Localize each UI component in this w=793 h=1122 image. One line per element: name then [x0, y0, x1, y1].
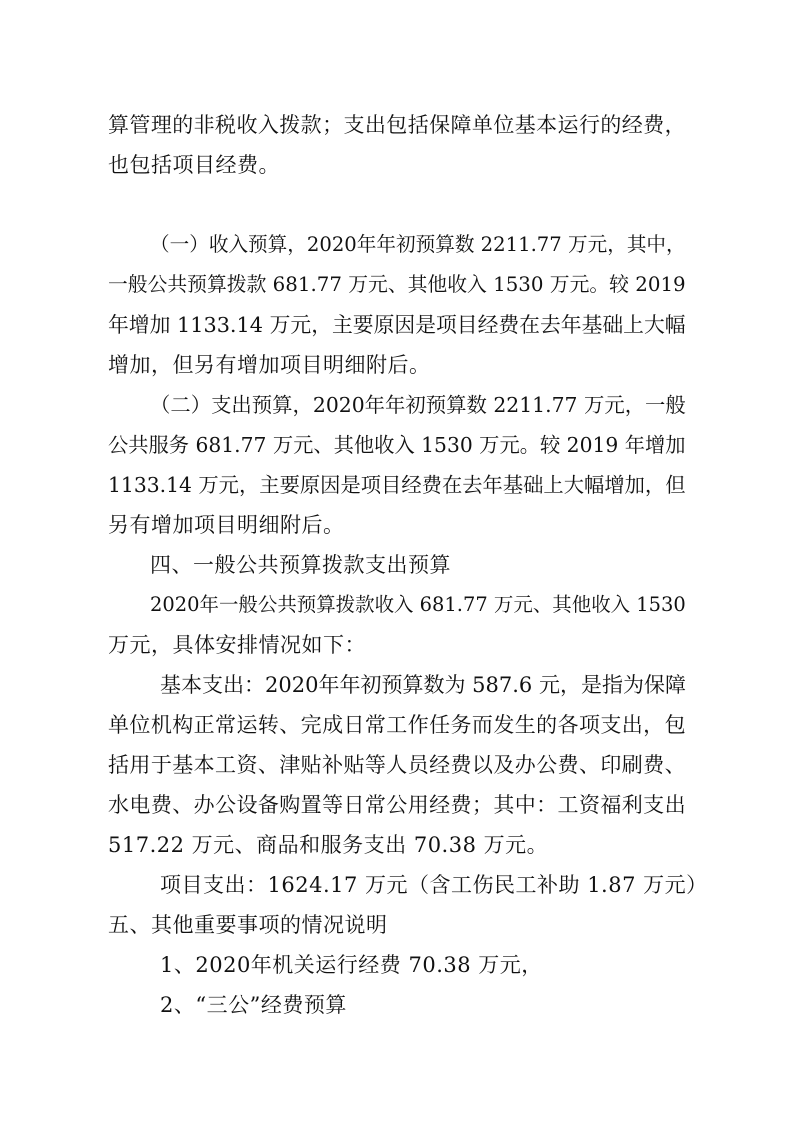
- text-line-15: 单位机构正常运转、完成日常工作任务而发生的各项支出，包: [108, 713, 686, 737]
- text-line-14: 基本支出：2020年年初预算数为 587.6 元，是指为保障: [160, 673, 686, 697]
- text-line-16: 括用于基本工资、津贴补贴等人员经费以及办公费、印刷费、: [108, 753, 686, 777]
- text-line-6: 增加，但另有增加项目明细附后。: [108, 353, 431, 377]
- text-line-4: 一般公共预算拨款 681.77 万元、其他收入 1530 万元。较 2019: [108, 273, 686, 296]
- text-line-18: 517.22 万元、商品和服务支出 70.38 万元。: [108, 833, 549, 857]
- text-line-17: 水电费、办公设备购置等日常公用经费；其中：工资福利支出: [108, 793, 686, 817]
- text-line-1: 算管理的非税收入拨款；支出包括保障单位基本运行的经费，: [108, 113, 686, 137]
- text-line-8: 公共服务 681.77 万元、其他收入 1530 万元。较 2019 年增加: [108, 433, 686, 457]
- text-line-19: 项目支出：1624.17 万元（含工伤民工补助 1.87 万元）: [160, 873, 708, 897]
- section-heading-5: 五、其他重要事项的情况说明: [108, 913, 388, 937]
- list-item-1: 1、2020年机关运行经费 70.38 万元，: [160, 953, 543, 977]
- section-heading-4: 四、一般公共预算拨款支出预算: [150, 553, 451, 577]
- text-line-12: 2020年一般公共预算拨款收入 681.77 万元、其他收入 1530: [150, 593, 686, 616]
- text-line-2: 也包括项目经费。: [108, 153, 280, 177]
- text-line-9: 1133.14 万元，主要原因是项目经费在去年基础上大幅增加，但: [108, 473, 686, 497]
- text-line-7: （二）支出预算，2020年年初预算数 2211.77 万元，一般: [150, 393, 686, 417]
- text-line-10: 另有增加项目明细附后。: [108, 513, 345, 537]
- text-line-5: 年增加 1133.14 万元，主要原因是项目经费在去年基础上大幅: [108, 313, 686, 337]
- text-line-3: （一）收入预算，2020年年初预算数 2211.77 万元，其中，: [150, 233, 686, 256]
- list-item-2: 2、“三公”经费预算: [160, 993, 347, 1017]
- text-line-13: 万元，具体安排情况如下：: [108, 633, 366, 657]
